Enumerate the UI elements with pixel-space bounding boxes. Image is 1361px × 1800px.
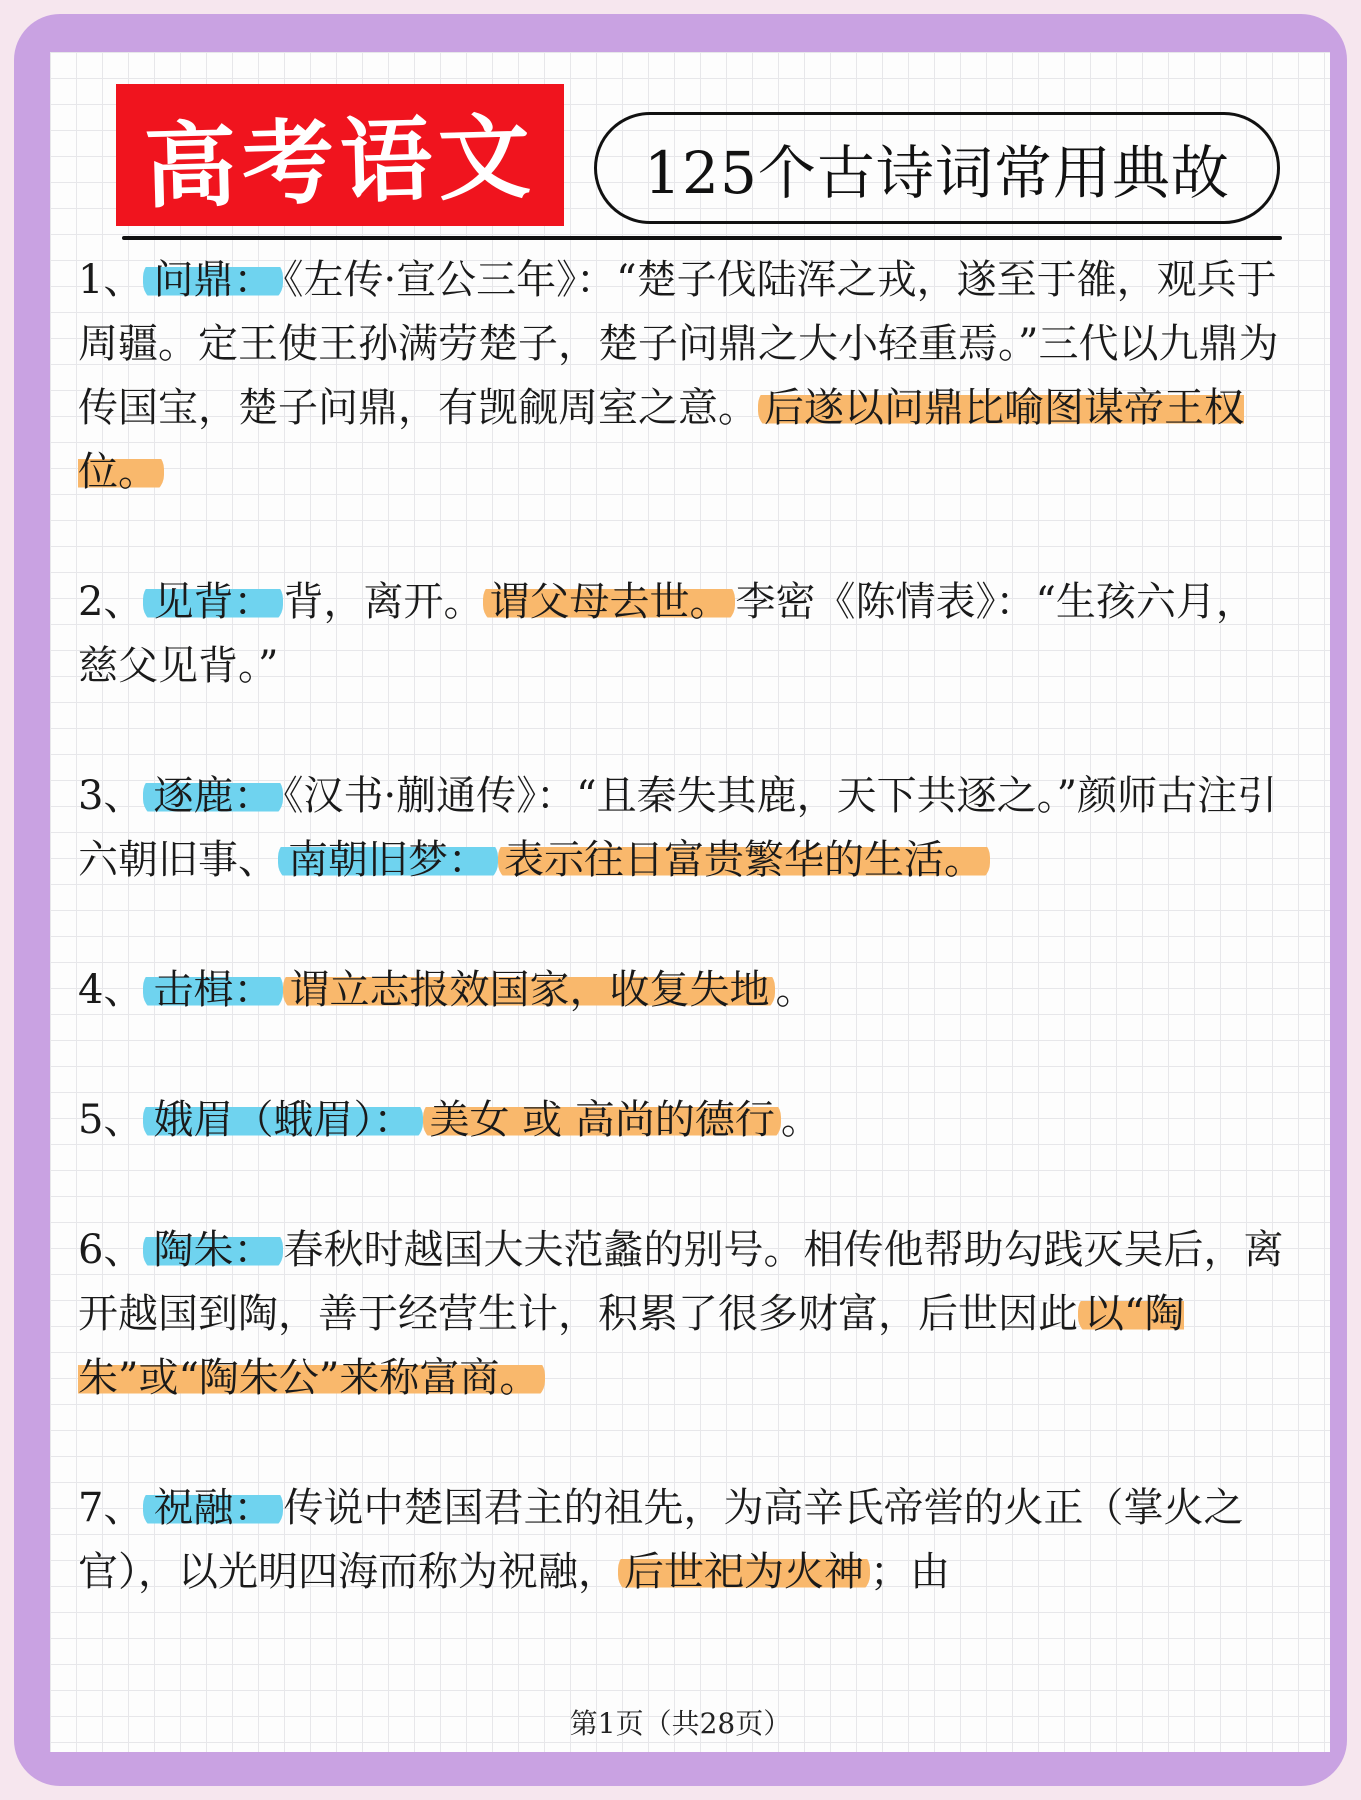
entry-text: 背，离开。 [283,579,484,625]
entry-term: 娥眉（蛾眉）： [143,1097,423,1143]
entry-term: 见背： [143,579,283,625]
entry-term: 击楫： [143,967,283,1013]
entry-term: 祝融： [143,1485,283,1531]
entry-text: 春秋时越国大夫范蠡的别号。相传他帮助勾践灭吴后，离开越国到陶，善于经营生计，积累了很多财富，后世因此 [78,1227,1284,1337]
entry-6 [78,1218,1290,1410]
title-underline [122,236,1282,240]
page-title: 高考语文 [142,102,538,222]
entry-highlight: 表示往日富贵繁华的生活。 [498,837,990,883]
entry-term: 陶朱： [143,1227,283,1273]
entry-text: 李密《陈情表》：“生孩六月，慈父见背。” [78,579,1256,689]
entry-number: 6、 [78,1227,144,1273]
entry-number: 5、 [78,1097,144,1143]
page-subtitle: 125个古诗词常用典故 [644,139,1230,207]
entry-text: 。 [780,1097,821,1143]
entry-highlight: 谓父母去世。 [483,579,735,625]
entry-highlight: 谓立志报效国家，收复失地 [283,967,775,1013]
entry-1 [78,248,1290,504]
entry-text: 传说中楚国君主的祖先，为高辛氏帝喾的火正（掌火之官），以光明四海而称为祝融， [78,1485,1244,1595]
entry-text: 。 [775,967,816,1013]
entry-3 [78,764,1290,892]
entry-2 [78,570,1290,698]
entry-5 [78,1088,1290,1152]
entry-number: 2、 [78,579,144,625]
entry-highlight: 以“陶朱”或“陶朱公”来称富商。 [78,1291,1185,1401]
entry-term: 问鼎： [143,257,283,303]
entry-number: 7、 [78,1485,144,1531]
entry-text: 《汉书·蒯通传》：“且秦失其鹿，天下共逐之。”颜师古注引六朝旧事、 [78,773,1278,883]
entry-highlight: 美女 或 高尚的德行 [423,1097,780,1143]
entry-term-secondary: 南朝旧梦： [278,837,498,883]
entries-list [78,248,1290,1670]
page-number: 第1页（共28页） [569,1707,792,1740]
entry-number: 4、 [78,967,144,1013]
entry-4 [78,958,1290,1022]
entry-number: 1、 [78,257,144,303]
subtitle-pill [594,112,1280,224]
entry-highlight: 后遂以问鼎比喻图谋帝王权位。 [78,385,1244,495]
entry-text: ；由 [870,1549,950,1595]
entry-highlight: 后世祀为火神 [618,1549,870,1595]
title-banner [116,84,564,226]
entry-7 [78,1476,1290,1604]
entry-number: 3、 [78,773,144,819]
entry-text: 《左传·宣公三年》：“楚子伐陆浑之戎，遂至于雒，观兵于周疆。定王使王孙满劳楚子，楚子问鼎之大小轻重焉。”三代以九鼎为传国宝，楚子问鼎，有觊觎周室之意。 [78,257,1279,431]
entry-term: 逐鹿： [143,773,283,819]
